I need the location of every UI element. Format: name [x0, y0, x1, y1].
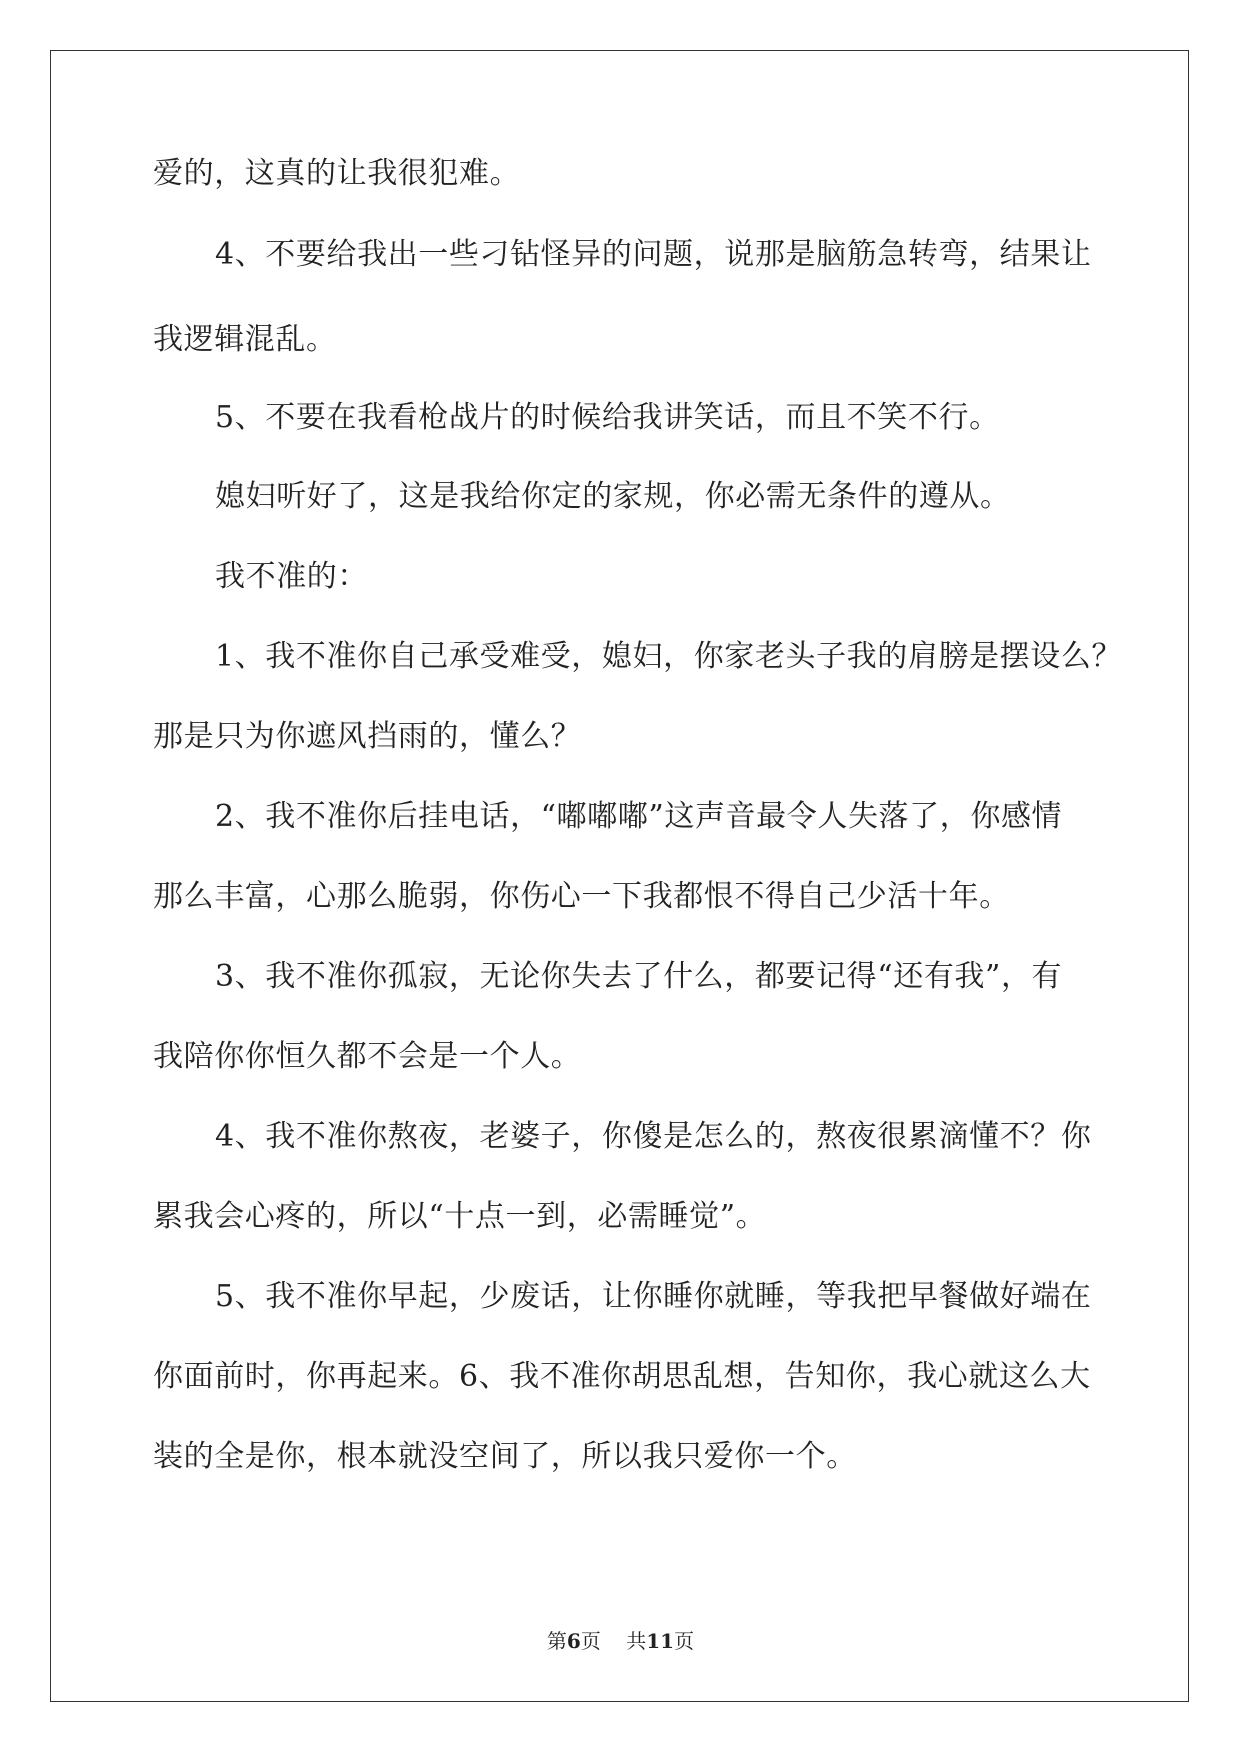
text-line-10: 那么丰富，心那么脆弱，你伤心一下我都恨不得自己少活十年。 [153, 879, 1010, 914]
page-prefix: 第 [546, 1629, 567, 1653]
text-line-7: 1、我不准你自己承受难受，媳妇，你家老头子我的肩膀是摆设么？ [215, 639, 1123, 674]
text-line-5: 媳妇听好了，这是我给你定的家规，你必需无条件的遵从。 [215, 479, 1011, 514]
page-total: 11 [646, 1629, 675, 1653]
total-suffix: 页 [674, 1629, 695, 1653]
text-line-3: 我逻辑混乱。 [153, 322, 337, 357]
text-line-11: 3、我不准你孤寂，无论你失去了什么，都要记得“还有我”，有 [215, 959, 1063, 994]
text-line-12: 我陪你你恒久都不会是一个人。 [153, 1039, 582, 1074]
text-line-9: 2、我不准你后挂电话，“嘟嘟嘟”这声音最令人失落了，你感情 [215, 799, 1063, 834]
page-suffix: 页 [580, 1629, 601, 1653]
text-line-8: 那是只为你遮风挡雨的，懂么？ [153, 719, 582, 754]
text-line-14: 累我会心疼的，所以“十点一到，必需睡觉”。 [153, 1199, 767, 1234]
page-current: 6 [566, 1629, 581, 1653]
text-line-16: 你面前时，你再起来。6、我不准你胡思乱想，告知你，我心就这么大 [153, 1359, 1091, 1394]
page-footer [0, 1625, 1241, 1654]
text-line-1: 爱的，这真的让我很犯难。 [153, 156, 521, 191]
text-line-4: 5、不要在我看枪战片的时候给我讲笑话，而且不笑不行。 [215, 400, 1000, 435]
text-line-6: 我不准的： [215, 559, 368, 594]
text-line-15: 5、我不准你早起，少废话，让你睡你就睡，等我把早餐做好端在 [215, 1279, 1092, 1314]
text-line-2: 4、不要给我出一些刁钻怪异的问题，说那是脑筋急转弯，结果让 [215, 237, 1092, 272]
text-line-17: 装的全是你，根本就没空间了，所以我只爱你一个。 [153, 1439, 857, 1474]
total-prefix: 共 [626, 1629, 647, 1653]
text-line-13: 4、我不准你熬夜，老婆子，你傻是怎么的，熬夜很累滴懂不？你 [215, 1119, 1092, 1154]
